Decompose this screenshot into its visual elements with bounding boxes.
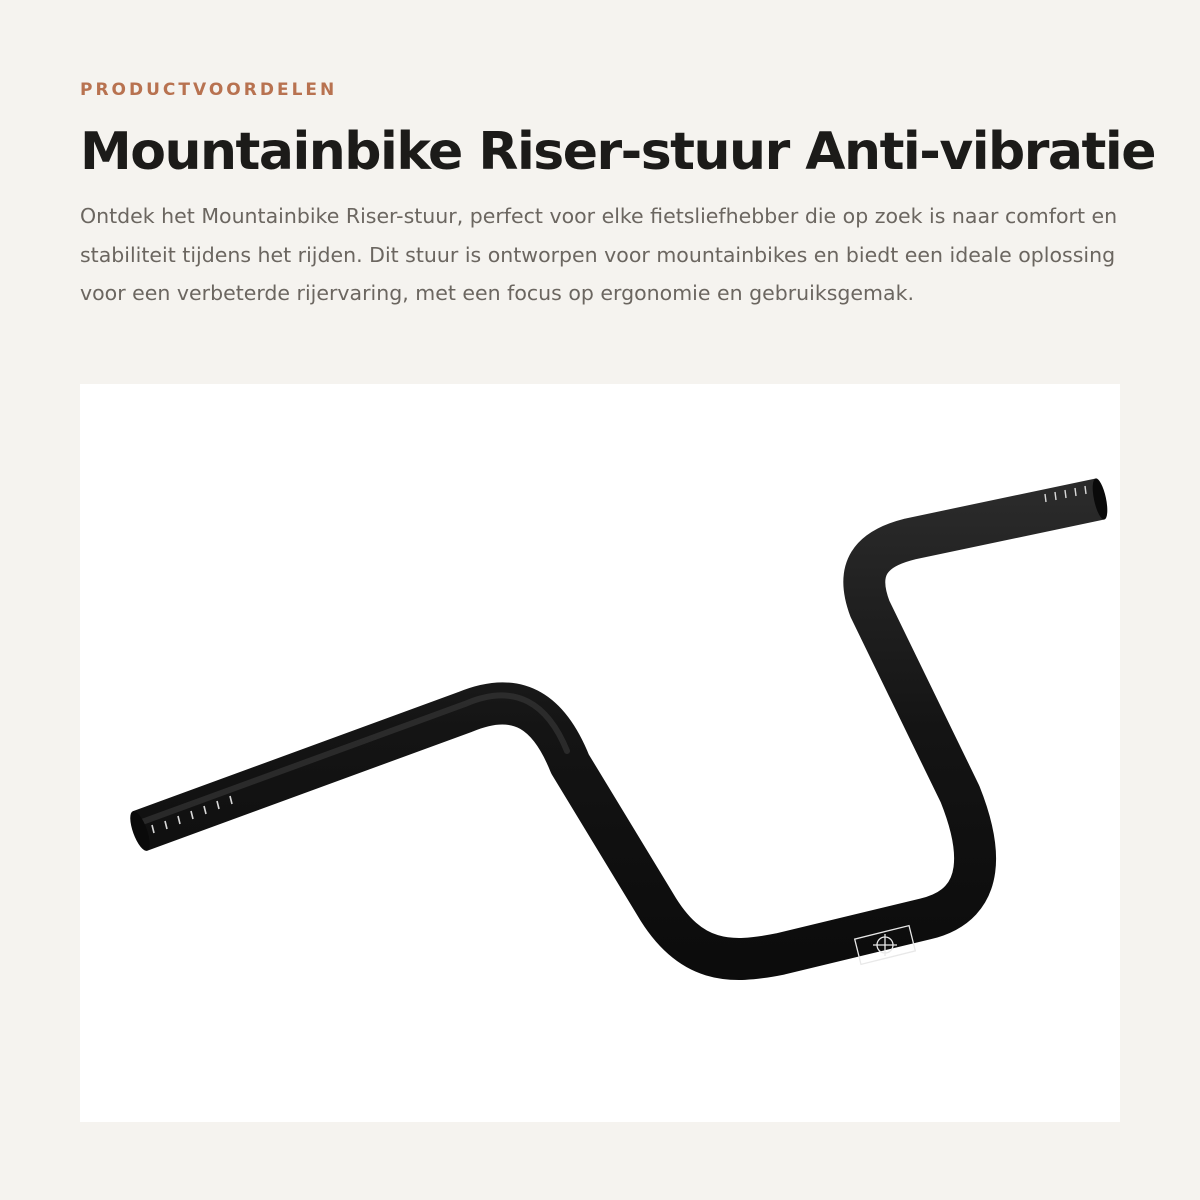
product-title: Mountainbike Riser-stuur Anti-vibratie	[80, 122, 1155, 182]
handlebar-icon	[80, 384, 1120, 1122]
section-eyebrow: PRODUCTVOORDELEN	[80, 80, 338, 100]
product-description: Ontdek het Mountainbike Riser-stuur, perfect voor elke fietsliefhebber die op zoek is naar comfort en stabiliteit tijdens het rijden. Dit stuur is ontworpen voor mountainbikes en biedt een ideale oplossing voor een verbeterde rijervaring, met een focus op ergonomie en gebruiksgemak.	[80, 204, 1118, 305]
handlebar-tube	[140, 499, 1100, 959]
product-image	[80, 384, 1120, 1122]
